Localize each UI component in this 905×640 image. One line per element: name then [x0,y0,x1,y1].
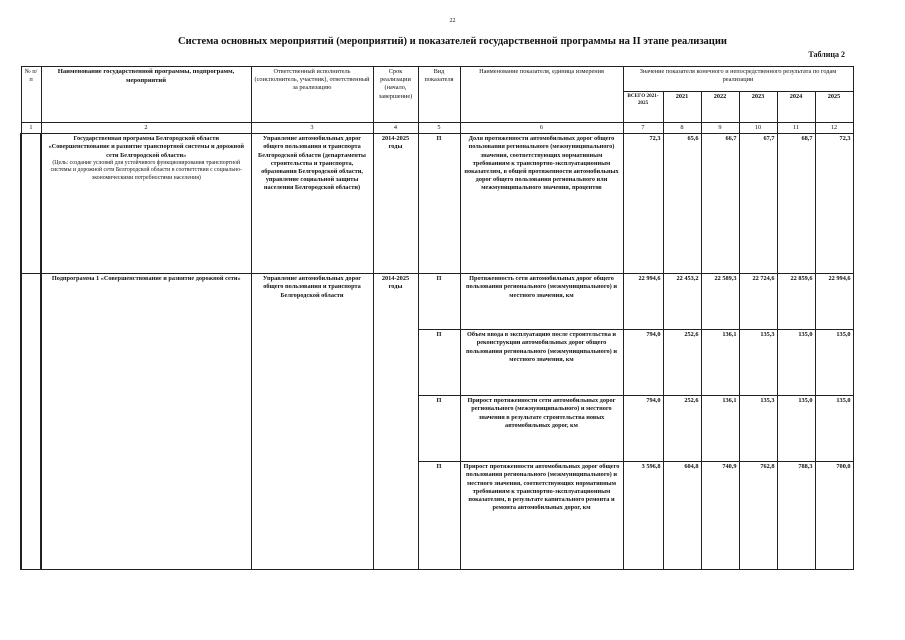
value-2023: 135,3 [739,396,777,462]
header-responsible: Ответственный исполнитель (соисполнитель, участник), ответственный за реализацию [251,67,373,123]
table-row-program [21,134,853,274]
column-number: 5 [418,123,460,134]
value-total: 72,3 [623,134,663,274]
header-num: № п/п [21,67,41,123]
value-2024: 135,0 [777,396,815,462]
program-responsible: Управление автомобильных дорог общего пользования и транспорта Белгородской области (департаменты строительства и транспорта, образования Белгородской области, управление социальной защиты населения Белгородской области) [251,134,373,274]
subprogram-name: Подпрограмма 1 «Совершенствование и развитие дорожной сети» [41,274,251,570]
column-number: 3 [251,123,373,134]
subprogram-term: 2014-2025 годы [373,274,418,570]
header-year: 2024 [777,92,815,123]
value-2024: 22 859,6 [777,274,815,330]
header-kind: Вид показателя [418,67,460,123]
value-2025: 72,3 [815,134,853,274]
value-2024: 788,3 [777,462,815,570]
program-kind: П [418,134,460,274]
row-num [21,134,41,274]
header-name: Наименование государственной программы, подпрограмм, мероприятий [41,67,251,123]
header-year: 2023 [739,92,777,123]
value-2023: 67,7 [739,134,777,274]
value-2025: 22 994,6 [815,274,853,330]
value-total: 3 596,8 [623,462,663,570]
program-goal: (Цель: создание условий для устойчивого функционирования транспортной системы и дорожной сети Белгородской области в соответствии с социально-экономическими потребностями населения) [50,159,242,181]
value-2022: 740,9 [701,462,739,570]
value-2022: 66,7 [701,134,739,274]
page-number: 22 [449,18,456,24]
program-name-cell [41,134,251,274]
table-label: Таблица 2 [808,50,845,59]
value-total: 22 994,6 [623,274,663,330]
header-term: Срок реализации (начало, завершение) [373,67,418,123]
header-year: 2025 [815,92,853,123]
value-2021: 65,6 [663,134,701,274]
indicator-name: Прирост протяженности сети автомобильных дорог регионального (межмуниципального) и местного значения в результате строительства новых автомобильных дорог, км [460,396,623,462]
header-total: ВСЕГО 2021-2025 [623,92,663,123]
column-number: 11 [777,123,815,134]
value-2021: 604,8 [663,462,701,570]
value-total: 794,0 [623,396,663,462]
column-number: 4 [373,123,418,134]
program-name: Государственная программа Белгородской области «Совершенствование и развитие транспортной системы и дорожной сети Белгородской области» [48,135,244,159]
value-2021: 22 453,2 [663,274,701,330]
indicator-name: Протяженность сети автомобильных дорог общего пользования регионального (межмуниципального) и местного значения, км [460,274,623,330]
header-values-group: Значение показателя конечного и непосредственного результата по годам реализации [623,67,853,92]
value-2023: 22 724,6 [739,274,777,330]
column-number: 9 [701,123,739,134]
indicator-kind: П [418,274,460,330]
value-2021: 252,6 [663,396,701,462]
value-2023: 762,8 [739,462,777,570]
value-2025: 135,0 [815,330,853,396]
value-2021: 252,6 [663,330,701,396]
value-2024: 68,7 [777,134,815,274]
header-year: 2022 [701,92,739,123]
column-number: 6 [460,123,623,134]
header-year: 2021 [663,92,701,123]
value-total: 794,0 [623,330,663,396]
column-number: 10 [739,123,777,134]
indicator-name: Прирост протяженности автомобильных дорог общего пользования регионального (межмуниципального) и местного значения, соответствующих нормативным требованиям к транспортно-эксплуатационным показателям, в результате капитального ремонта и ремонта автомобильных дорог, км [460,462,623,570]
program-indicator: Доля протяженности автомобильных дорог общего пользования регионального (межмуниципального) значения, соответствующих нормативным требованиям к транспортно-эксплуатационным показателям, в общей протяженности автомобильных дорог общего пользования регионального или межмуниципального значения, процентов [460,134,623,274]
indicator-name: Объем ввода в эксплуатацию после строительства и реконструкции автомобильных дорог общего пользования регионального (межмуниципального) и местного значения, км [460,330,623,396]
value-2022: 22 589,3 [701,274,739,330]
program-term: 2014-2025 годы [373,134,418,274]
column-number: 7 [623,123,663,134]
table-row-subprogram [21,274,853,330]
value-2022: 136,1 [701,330,739,396]
column-number: 2 [41,123,251,134]
header-indicator: Наименование показателя, единица измерения [460,67,623,123]
column-number: 1 [21,123,41,134]
value-2022: 136,1 [701,396,739,462]
value-2025: 700,0 [815,462,853,570]
value-2024: 135,0 [777,330,815,396]
column-numbers-row [21,123,853,134]
subprogram-responsible: Управление автомобильных дорог общего пользования и транспорта Белгородской области [251,274,373,570]
header-row [21,67,853,92]
program-table [20,66,854,570]
indicator-kind: П [418,462,460,570]
value-2023: 135,3 [739,330,777,396]
indicator-kind: П [418,396,460,462]
column-number: 12 [815,123,853,134]
value-2025: 135,0 [815,396,853,462]
column-number: 8 [663,123,701,134]
document-title: Система основных мероприятий (мероприятий) и показателей государственной программы на II этапе реализации [178,36,727,47]
row-num [21,274,41,570]
indicator-kind: П [418,330,460,396]
